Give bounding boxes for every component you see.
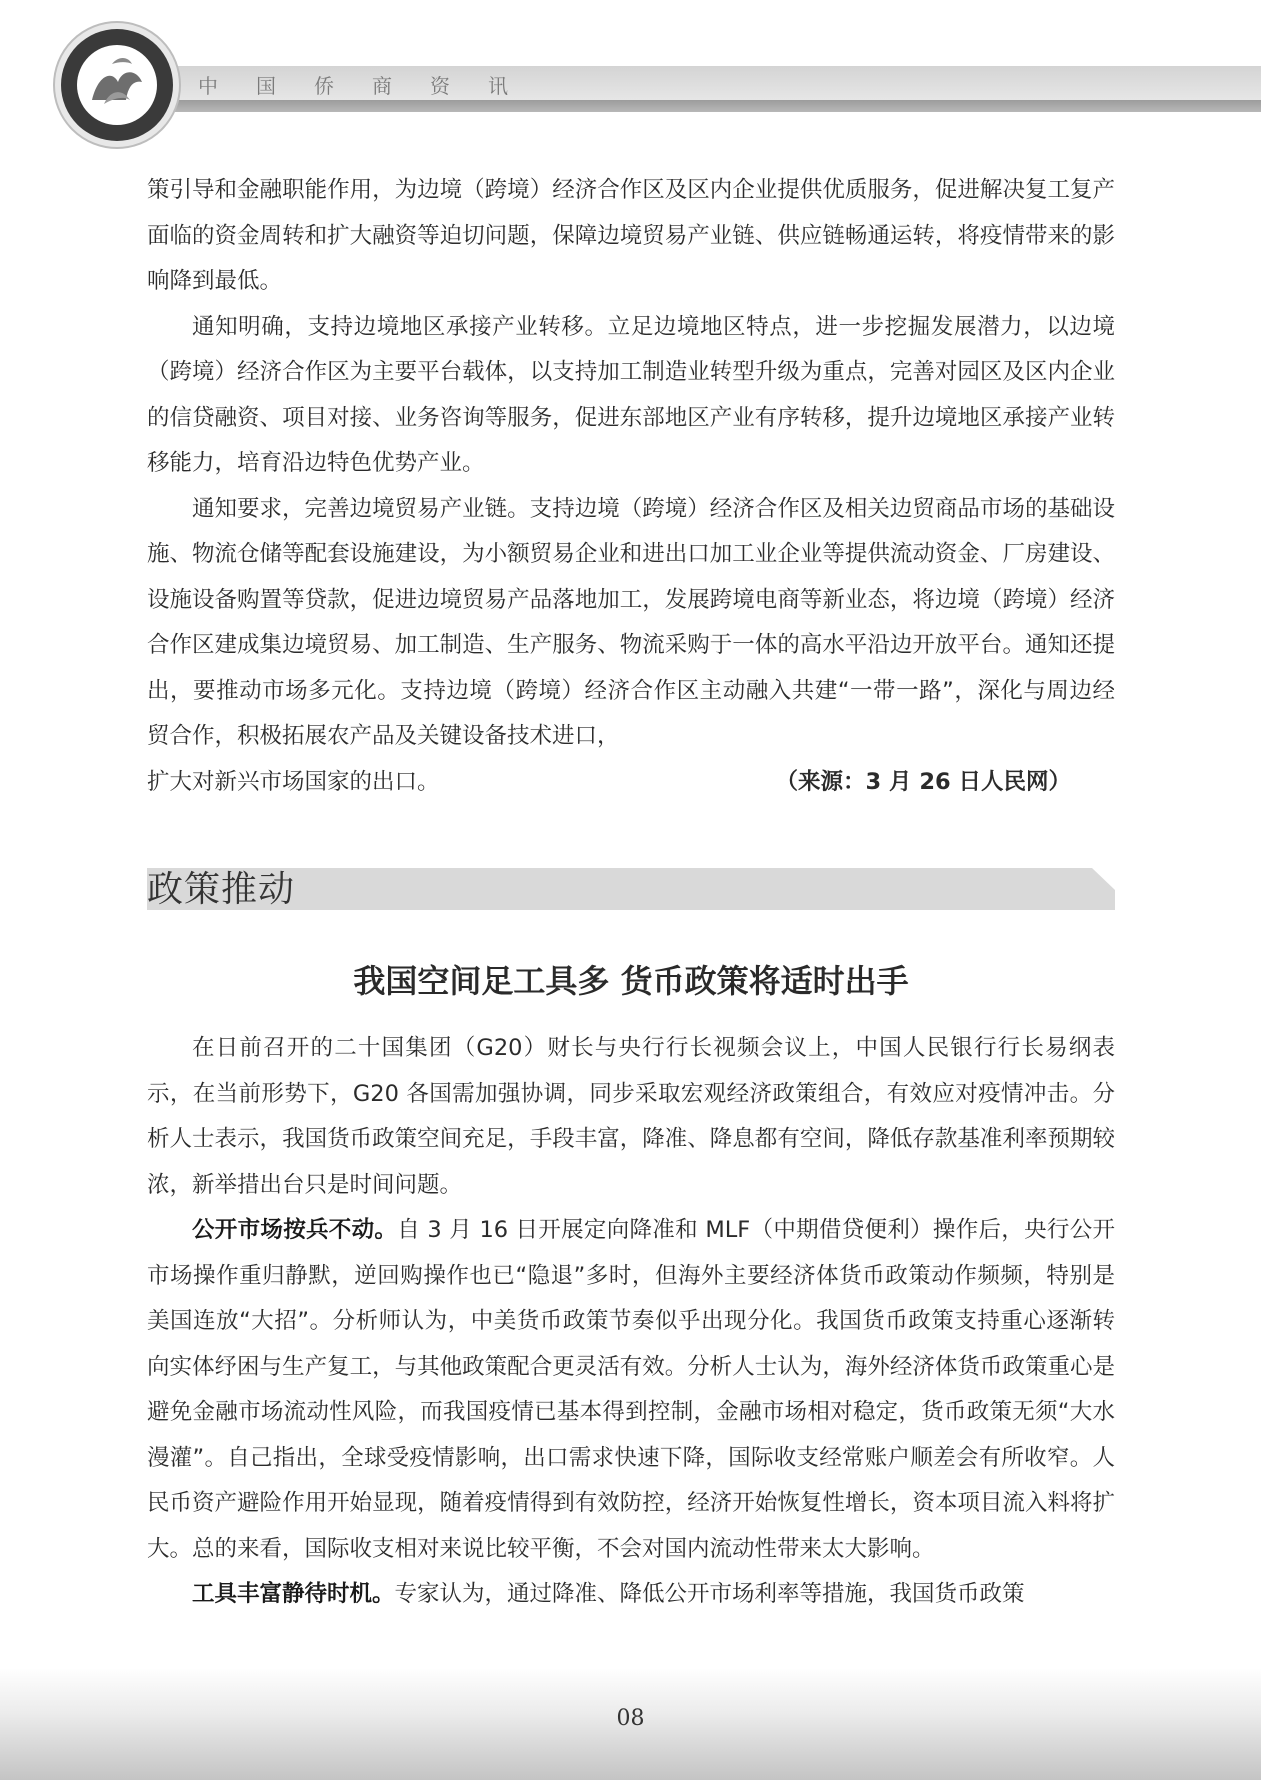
source-citation: （来源：3 月 26 日人民网） (775, 768, 1071, 795)
paragraph (147, 1208, 1115, 1572)
paragraph: 通知要求，完善边境贸易产业链。支持边境（跨境）经济合作区及相关边贸商品市场的基础设施、物流仓储等配套设施建设，为小额贸易企业和进出口加工业企业等提供流动资金、厂房建设、设施设备购置等贷款，促进边境贸易产品落地加工，发展跨境电商等新业态，将边境（跨境）经济合作区建成集边境贸易、加工制造、生产服务、物流采购于一体的高水平沿边开放平台。通知还提出，要推动市场多元化。支持边境（跨境）经济合作区主动融入共建“一带一路”，深化与周边经贸合作，积极拓展农产品及关键设备技术进口， (147, 495, 1115, 749)
publication-title: 中国侨商资讯 (198, 74, 546, 98)
paragraph-tail: 扩大对新兴市场国家的出口。 (147, 768, 440, 795)
article-title: 我国空间足工具多 货币政策将适时出手 (353, 962, 909, 1000)
paragraph: 策引导和金融职能作用，为边境（跨境）经济合作区及区内企业提供优质服务，促进解决复工复产面临的资金周转和扩大融资等迫切问题，保障边境贸易产业链、供应链畅通运转，将疫情带来的影响降到最低。 (147, 177, 1115, 294)
federation-logo-icon (52, 20, 182, 150)
header-band-shadow (150, 100, 1261, 112)
paragraph-body: 自 3 月 16 日开展定向降准和 MLF（中期借贷便利）操作后，央行公开市场操作重归静默，逆回购操作也已“隐退”多时，但海外主要经济体货币政策动作频频，特别是美国连放“大招”。分析师认为，中美货币政策节奏似乎出现分化。我国货币政策支持重心逐渐转向实体纾困与生产复工，与其他政策配合更灵活有效。分析人士认为，海外经济体货币政策重心是避免金融市场流动性风险，而我国疫情已基本得到控制，金融市场相对稳定，货币政策无须“大水漫灌”。自己指出，全球受疫情影响，出口需求快速下降，国际收支经常账户顺差会有所收窄。人民币资产避险作用开始显现，随着疫情得到有效防控，经济开始恢复性增长，资本项目流入料将扩大。总的来看，国际收支相对来说比较平衡，不会对国内流动性带来太大影响。 (147, 1217, 1115, 1562)
paragraph: 在日前召开的二十国集团（G20）财长与央行行长视频会议上，中国人民银行行长易纲表示，在当前形势下，G20 各国需加强协调，同步采取宏观经济政策组合，有效应对疫情冲击。分析人士表示，我国货币政策空间充足，手段丰富，降准、降息都有空间，降低存款基准利率预期较浓，新举措出台只是时间问题。 (147, 1035, 1115, 1198)
continued-article (147, 168, 1115, 805)
section-title: 政策推动 (147, 869, 296, 910)
paragraph-lead: 工具丰富静待时机。 (192, 1581, 395, 1607)
paragraph-body: 专家认为，通过降准、降低公开市场利率等措施，我国货币政策 (394, 1581, 1025, 1607)
section-header (147, 868, 1115, 910)
paragraph-lead: 公开市场按兵不动。 (192, 1217, 398, 1243)
article-body (147, 1026, 1115, 1618)
paragraph (147, 1572, 1115, 1618)
paragraph-last-line (147, 760, 1115, 806)
page-number: 08 (616, 1706, 645, 1731)
paragraph: 通知明确，支持边境地区承接产业转移。立足边境地区特点，进一步挖掘发展潜力，以边境（跨境）经济合作区为主要平台载体，以支持加工制造业转型升级为重点，完善对园区及区内企业的信贷融资、项目对接、业务咨询等服务，促进东部地区产业有序转移，提升边境地区承接产业转移能力，培育沿边特色优势产业。 (147, 313, 1115, 476)
